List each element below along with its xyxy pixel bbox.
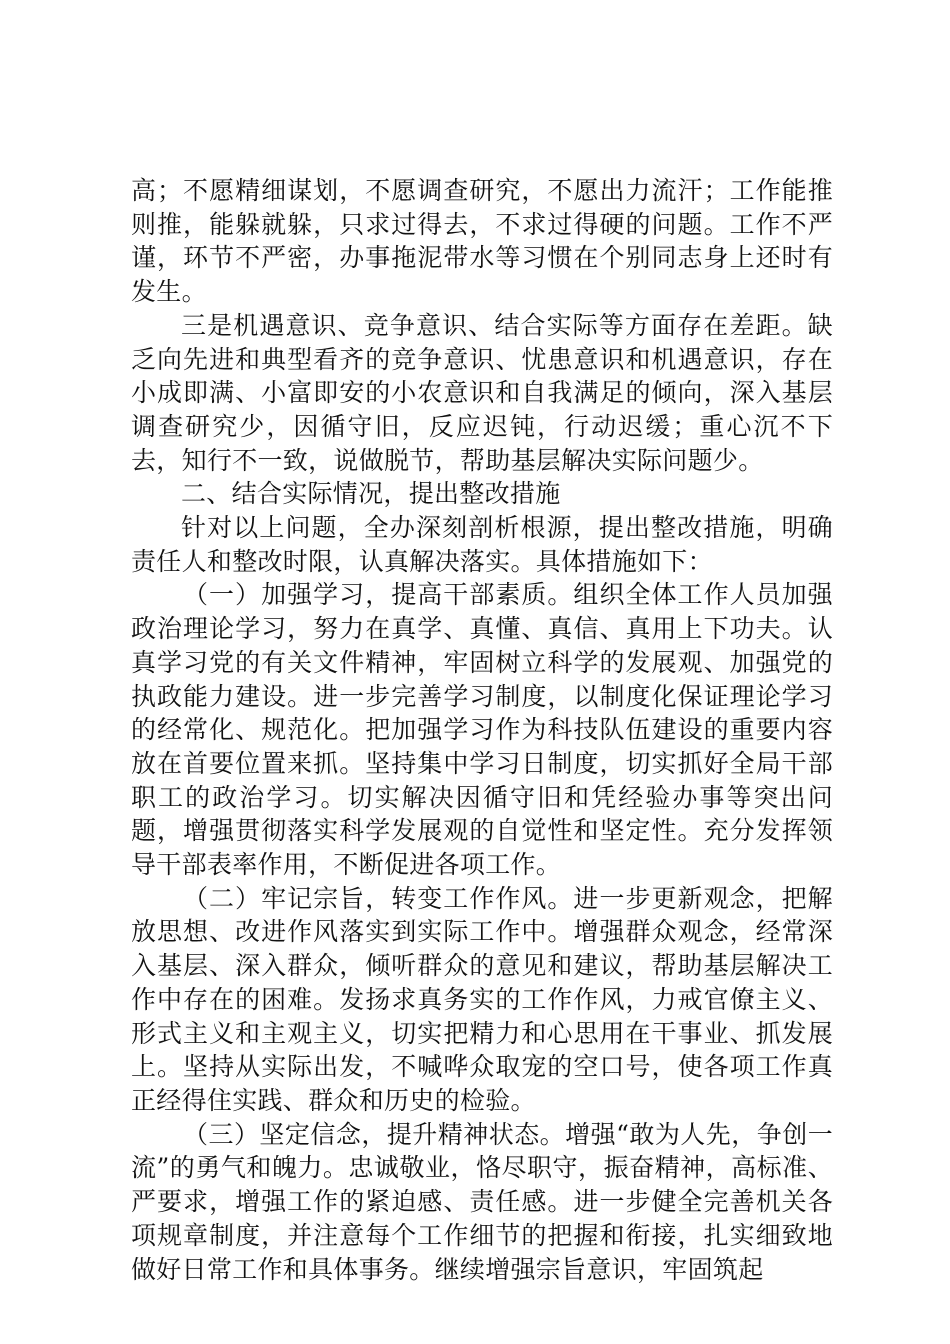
paragraph-continuation: 高；不愿精细谋划，不愿调查研究，不愿出力流汗；工作能推则推，能躲就躲，只求过得去，不求过得硬的问题。工作不严谨，环节不严密，办事拖泥带水等习惯在个别同志身上还时有发生。: [131, 176, 833, 307]
paragraph-third-issue: 三是机遇意识、竞争意识、结合实际等方面存在差距。缺乏向先进和典型看齐的竞争意识、忧患意识和机遇意识，存在小成即满、小富即安的小农意识和自我满足的倾向，深入基层调查研究少，因循守旧，反应迟钝，行动迟缓；重心沉不下去，知行不一致，说做脱节，帮助基层解决实际问题少。: [131, 310, 833, 475]
paragraph-intro-measures: 针对以上问题，全办深刻剖析根源，提出整改措施，明确责任人和整改时限，认真解决落实。具体措施如下：: [131, 513, 833, 576]
body-text: [131, 174, 833, 1286]
paragraph-measure-one: （一）加强学习，提高干部素质。组织全体工作人员加强政治理论学习，努力在真学、真懂、真信、真用上下功夫。认真学习党的有关文件精神，牢固树立科学的发展观、加强党的执政能力建设。进一步完善学习制度，以制度化保证理论学习的经常化、规范化。把加强学习作为科技队伍建设的重要内容放在首要位置来抓。坚持集中学习日制度，切实抓好全局干部职工的政治学习。切实解决因循守旧和凭经验办事等突出问题，增强贯彻落实科学发展观的自觉性和坚定性。充分发挥领导干部表率作用，不断促进各项工作。: [131, 580, 833, 880]
section-heading-two: 二、结合实际情况，提出整改措施: [181, 479, 561, 509]
paragraph-measure-three: （三）坚定信念，提升精神状态。增强“敢为人先，争创一流”的勇气和魄力。忠诚敬业，恪尽职守，振奋精神，高标准、严要求，增强工作的紧迫感、责任感。进一步健全完善机关各项规章制度，并注意每个工作细节的把握和衔接，扎实细致地做好日常工作和具体事务。继续增强宗旨意识，牢固筑起: [131, 1119, 833, 1284]
paragraph-measure-two: （二）牢记宗旨，转变工作作风。进一步更新观念，把解放思想、改进作风落实到实际工作中。增强群众观念，经常深入基层、深入群众，倾听群众的意见和建议，帮助基层解决工作中存在的困难。发扬求真务实的工作作风，力戒官僚主义、形式主义和主观主义，切实把精力和心思用在干事业、抓发展上。坚持从实际出发，不喊哗众取宠的空口号，使各项工作真正经得住实践、群众和历史的检验。: [131, 883, 833, 1115]
